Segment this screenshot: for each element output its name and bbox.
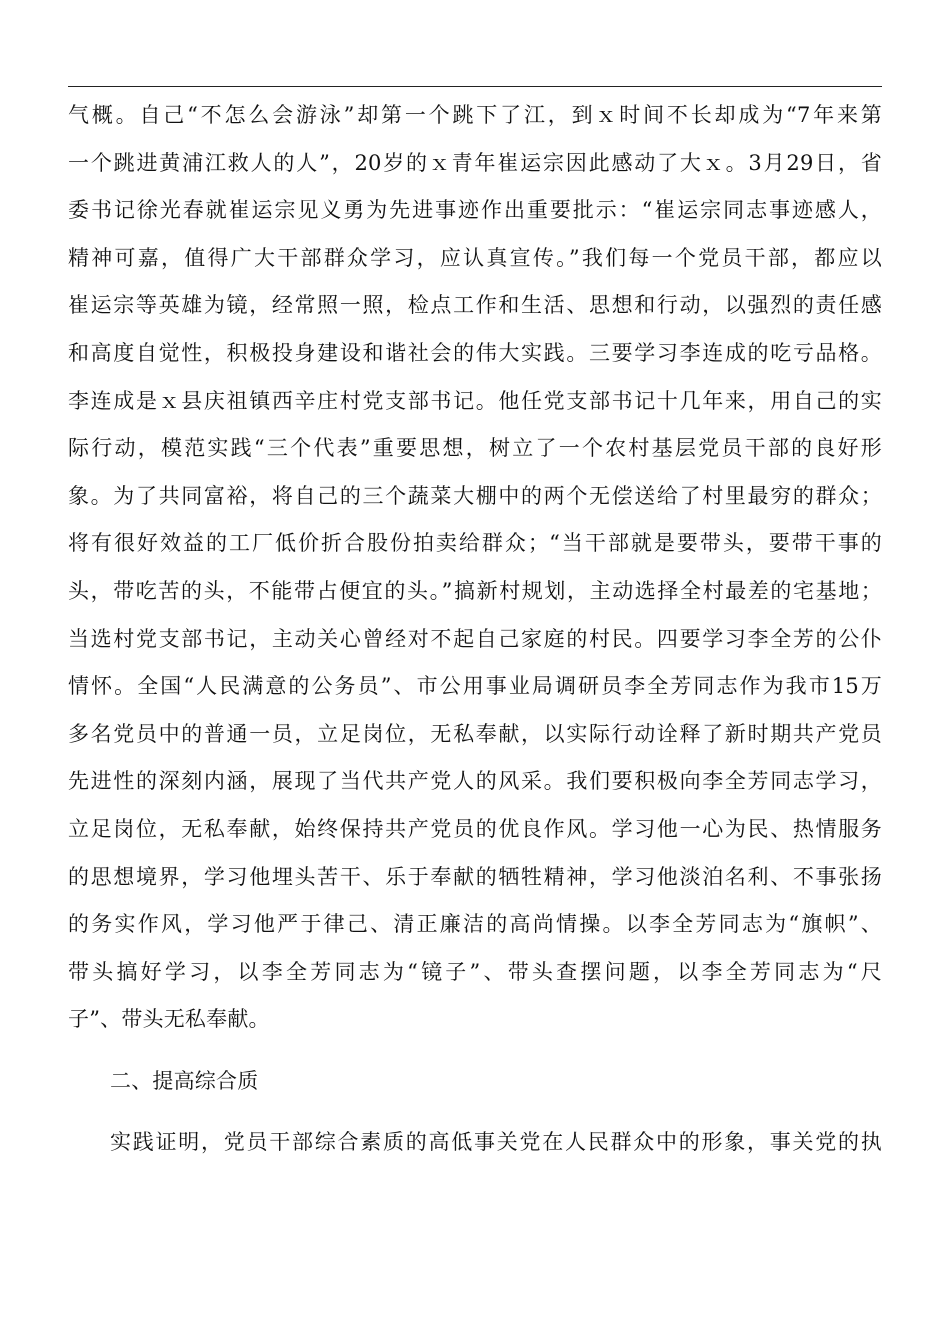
section-heading: 二、提高综合质 — [110, 1068, 259, 1093]
paragraph-line: 子”、带头无私奉献。 — [68, 1007, 270, 1032]
paragraph-line: 际行动，模范实践“三个代表”重要思想，树立了一个农村基层党员干部的良好形 — [68, 436, 882, 461]
paragraph-line: 当选村党支部书记，主动关心曾经对不起自己家庭的村民。四要学习李全芳的公仆 — [68, 626, 882, 651]
paragraph-line: 将有很好效益的工厂低价折合股份拍卖给群众；“当干部就是要带头，要带干事的 — [68, 531, 882, 556]
paragraph-line: 崔运宗等英雄为镜，经常照一照，检点工作和生活、思想和行动，以强烈的责任感 — [68, 293, 882, 318]
paragraph-line: 一个跳进黄浦江救人的人”，20岁的ｘ青年崔运宗因此感动了大ｘ。3月29日，省 — [68, 150, 882, 175]
paragraph-line: 先进性的深刻内涵，展现了当代共产党人的风采。我们要积极向李全芳同志学习， — [68, 769, 882, 794]
paragraph-line: 情怀。全国“人民满意的公务员”、市公用事业局调研员李全芳同志作为我市15万 — [68, 674, 882, 699]
paragraph-line: 委书记徐光春就崔运宗见义勇为先进事迹作出重要批示：“崔运宗同志事迹感人， — [68, 198, 882, 223]
paragraph-line: 头，带吃苦的头，不能带占便宜的头。”搞新村规划，主动选择全村最差的宅基地； — [68, 578, 882, 603]
paragraph-line: 李连成是ｘ县庆祖镇西辛庄村党支部书记。他任党支部书记十几年来，用自己的实 — [68, 388, 882, 413]
paragraph-spacer — [68, 1105, 882, 1119]
paragraph-line: 实践证明，党员干部综合素质的高低事关党在人民群众中的形象，事关党的执 — [110, 1130, 882, 1155]
paragraph-spacer — [68, 1044, 882, 1058]
paragraph-line: 象。为了共同富裕，将自己的三个蔬菜大棚中的两个无偿送给了村里最穷的群众； — [68, 483, 882, 508]
paragraph-line: 和高度自觉性，积极投身建设和谐社会的伟大实践。三要学习李连成的吃亏品格。 — [68, 340, 882, 365]
paragraph-line: 气概。自己“不怎么会游泳”却第一个跳下了江，到ｘ时间不长却成为“7年来第 — [68, 103, 882, 127]
header-rule — [68, 86, 882, 87]
paragraph-line: 精神可嘉，值得广大干部群众学习，应认真宣传。”我们每一个党员干部，都应以 — [68, 245, 882, 270]
paragraph-line: 的务实作风，学习他严于律己、清正廉洁的高尚情操。以李全芳同志为“旗帜”、 — [68, 912, 882, 937]
paragraph-line: 的思想境界，学习他埋头苦干、乐于奉献的牺牲精神，学习他淡泊名利、不事张扬 — [68, 864, 882, 889]
paragraph-line: 立足岗位，无私奉献，始终保持共产党员的优良作风。学习他一心为民、热情服务 — [68, 816, 882, 841]
paragraph-line: 带头搞好学习，以李全芳同志为“镜子”、带头查摆问题，以李全芳同志为“尺 — [68, 959, 882, 984]
paragraph-line: 多名党员中的普通一员，立足岗位，无私奉献，以实际行动诠释了新时期共产党员 — [68, 721, 882, 746]
body-text — [68, 92, 882, 1167]
